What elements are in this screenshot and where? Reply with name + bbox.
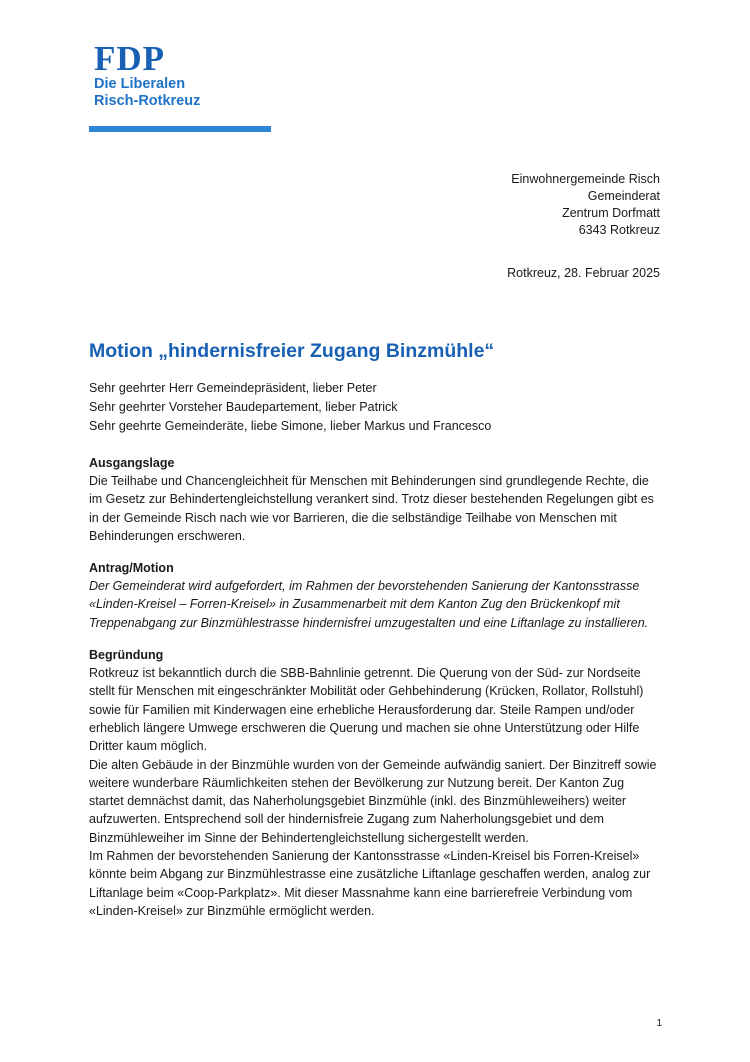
document-title: Motion „hindernisfreier Zugang Binzmühle“ [89,340,495,362]
salutation-line: Sehr geehrte Gemeinderäte, liebe Simone, lieber Markus und Francesco [89,419,492,433]
logo-wordmark: FDP [94,39,166,78]
section-antrag [89,559,661,632]
address-line: Zentrum Dorfmatt [562,206,660,220]
address-line: 6343 Rotkreuz [578,223,660,237]
section-heading: Ausgangslage [89,456,175,470]
section-ausgangslage [89,454,661,545]
logo-underline-bar [89,126,271,132]
letter-body [89,454,661,934]
fdp-logo [94,39,201,110]
section-heading: Begründung [89,648,164,663]
page-number: 1 [656,1018,662,1029]
address-line: Gemeinderat [587,189,660,203]
address-line: Einwohnergemeinde Risch [511,172,660,186]
logo-line-2: Risch-Rotkreuz [94,93,201,109]
section-begruendung [89,646,661,920]
section-paragraph: Die Teilhabe und Chancengleichheit für Menschen mit Behinderungen sind grundlegende Rechte, die im Gesetz zur Behindertengleichstellung verankert sind. Trotz dieser bestehenden Regelungen gibt es in der Gemeinde Risch nach wie vor Barrieren, die die selbständige Teilhabe von Menschen mit Behinderungen erschweren. [89,474,654,543]
section-paragraph: Rotkreuz ist bekanntlich durch die SBB-Bahnlinie getrennt. Die Querung von der Süd- zur Nordseite stellt für Menschen mit eingeschränkter Mobilität oder Gehbehinderung (Krücken, Rollator, Rollstuhl) sowie für Familien mit Kinderwagen eine erhebliche Herausforderung dar. Steile Rampen und/oder erheblich längere Umwege erschweren die Querung und machen sie ohne Unterstützung oder Hilfe Dritter kaum möglich. [89,666,644,754]
salutation-line: Sehr geehrter Herr Gemeindepräsident, lieber Peter [89,381,377,395]
place-date: Rotkreuz, 28. Februar 2025 [507,266,660,280]
section-paragraph: Im Rahmen der bevorstehenden Sanierung der Kantonsstrasse «Linden-Kreisel bis Forren-Kreisel» könnte beim Abgang zur Binzmühlestrasse eine zusätzliche Liftanlage geschaffen werden, analog zur Liftanlage beim «Coop-Parkplatz». Mit dieser Massnahme kann eine barrierefreie Verbindung vom «Linden-Kreisel» zur Binzmühle ermöglicht werden. [89,849,651,918]
salutation [89,379,491,436]
logo-line-1: Die Liberalen [94,76,186,92]
section-heading: Antrag/Motion [89,561,174,576]
recipient-address [511,171,660,239]
section-paragraph: Die alten Gebäude in der Binzmühle wurden von der Gemeinde aufwändig saniert. Der Binzitreff sowie weitere wunderbare Räumlichkeiten stehen der Bevölkerung zur Nutzung bereit. Der Kanton Zug startet demnächst damit, das Naherholungsgebiet Binzmühle (inkl. des Binzmühleweihers) weiter aufzuwerten. Entsprechend soll der hindernisfreie Zugang zum Naherholungsgebiet und dem Binzmühleweiher im Sinne der Behindertengleichstellung sichergestellt werden. [89,757,657,845]
motion-text: Der Gemeinderat wird aufgefordert, im Rahmen der bevorstehenden Sanierung der Kantonsstrasse «Linden-Kreisel – Forren-Kreisel» in Zusammenarbeit mit dem Kanton Zug den Brückenkopf mit Treppenabgang zur Binzmühlestrasse hindernisfrei umzugestalten und eine Liftanlage zu installieren. [89,579,649,630]
salutation-line: Sehr geehrter Vorsteher Baudepartement, lieber Patrick [89,400,398,414]
